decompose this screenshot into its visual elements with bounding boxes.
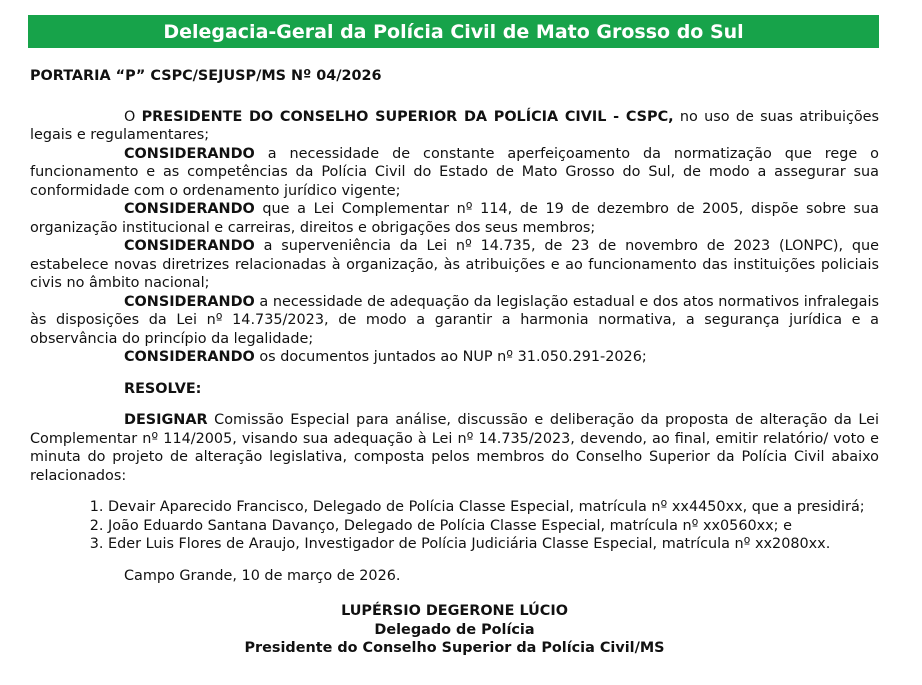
considerando-keyword: CONSIDERANDO xyxy=(124,145,255,162)
considerando-paragraph xyxy=(30,200,879,237)
spacer xyxy=(30,485,879,498)
designar-paragraph xyxy=(30,411,879,485)
signature-block xyxy=(30,602,879,658)
signatory-name: LUPÉRSIO DEGERONE LÚCIO xyxy=(341,603,568,619)
agency-name: Delegacia-Geral da Polícia Civil de Mato Grosso do Sul xyxy=(163,20,744,43)
considerando-text: a necessidade de constante aperfeiçoamento da normatização que rege o funcionamento e as competências da Polícia Civil do Estado de Mato Grosso do Sul, de modo a assegurar sua conformidade com o ordenamento jurídico vigente; xyxy=(30,145,879,199)
resolve-heading: RESOLVE: xyxy=(124,380,202,397)
considerando-paragraph xyxy=(30,348,879,367)
member-item: 1. Devair Aparecido Francisco, Delegado de Polícia Classe Especial, matrícula nº xx4450xx, que a presidirá; xyxy=(108,498,879,517)
signatory-position: Presidente do Conselho Superior da Polícia Civil/MS xyxy=(244,640,665,656)
spacer xyxy=(30,367,879,380)
considerando-keyword: CONSIDERANDO xyxy=(124,238,255,254)
considerando-text: que a Lei Complementar nº 114, de 19 de dezembro de 2005, dispõe sobre sua organização institucional e carreiras, direitos e obrigações dos seus membros; xyxy=(30,201,879,236)
considerando-keyword: CONSIDERANDO xyxy=(124,349,255,365)
intro-prefix: O xyxy=(124,108,142,125)
portaria-title: PORTARIA “P” CSPC/SEJUSP/MS Nº 04/2026 xyxy=(30,68,382,84)
considerando-paragraph xyxy=(30,145,879,201)
agency-header xyxy=(28,15,879,48)
member-item: 3. Eder Luis Flores de Araujo, Investigador de Polícia Judiciária Classe Especial, matrícula nº xx2080xx. xyxy=(108,535,879,554)
member-item: 2. João Eduardo Santana Davanço, Delegado de Polícia Classe Especial, matrícula nº xx0560xx; e xyxy=(108,517,879,536)
signatory-role: Delegado de Polícia xyxy=(374,621,535,638)
spacer xyxy=(30,554,879,567)
considerando-text: a superveniência da Lei nº 14.735, de 23 de novembro de 2023 (LONPC), que estabelece novas diretrizes relacionadas à organização, às atribuições e ao funcionamento das instituições policiais civis no âmbito nacional; xyxy=(30,238,879,291)
considerando-paragraph xyxy=(30,293,879,349)
intro-text: no uso de suas atribuições legais e regulamentares; xyxy=(30,108,880,143)
considerando-keyword: CONSIDERANDO xyxy=(124,201,255,217)
considerando-keyword: CONSIDERANDO xyxy=(124,293,255,310)
designar-text: Comissão Especial para análise, discussão e deliberação da proposta de alteração da Lei Complementar nº 114/2005, visando sua adequação à Lei nº 14.735/2023, devendo, ao final, emitir relatório/ voto e minuta do projeto de alteração legislativa, composta pelos membros do Conselho Superior da Polícia Civil abaixo relacionados: xyxy=(30,412,879,484)
intro-authority: PRESIDENTE DO CONSELHO SUPERIOR DA POLÍCIA CIVIL - CSPC, xyxy=(141,108,674,125)
spacer xyxy=(30,398,879,411)
place-date: Campo Grande, 10 de março de 2026. xyxy=(124,567,401,584)
considerando-text: os documentos juntados ao NUP nº 31.050.291-2026; xyxy=(254,349,647,365)
members-list xyxy=(30,498,879,554)
considerando-text: a necessidade de adequação da legislação estadual e dos atos normativos infralegais às disposições da Lei nº 14.735/2023, de modo a garantir a harmonia normativa, a segurança jurídica e a observância do princípio da legalidade; xyxy=(30,293,879,347)
designar-keyword: DESIGNAR xyxy=(124,412,208,428)
intro-paragraph xyxy=(30,108,879,145)
document-body xyxy=(30,67,879,658)
considerando-paragraph xyxy=(30,237,879,293)
